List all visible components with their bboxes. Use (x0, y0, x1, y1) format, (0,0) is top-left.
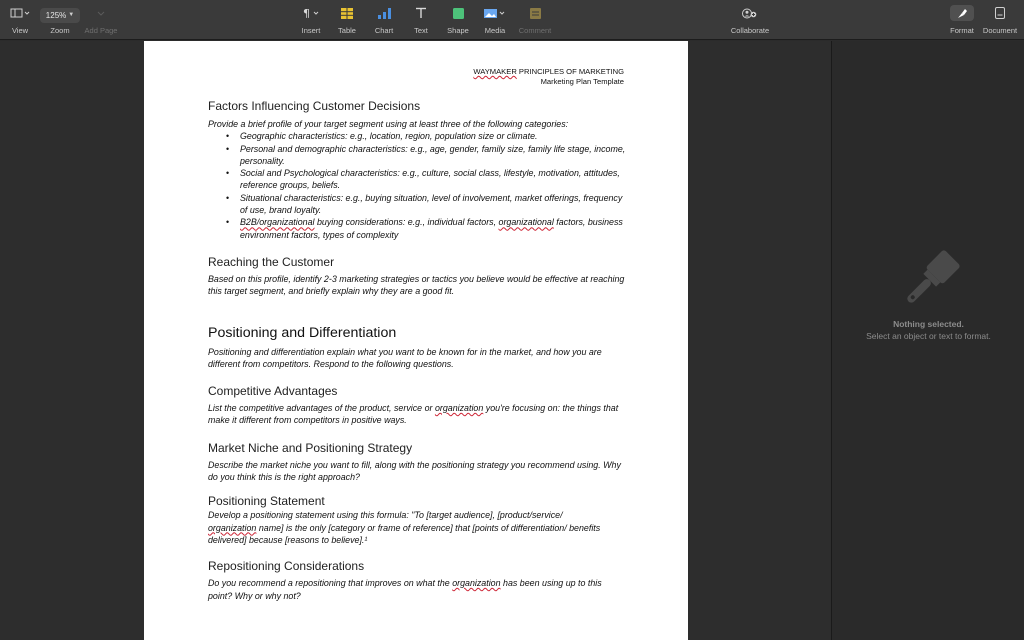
heading-repositioning: Repositioning Considerations (208, 559, 365, 574)
collaborate-label: Collaborate (730, 26, 770, 35)
table-button[interactable] (334, 0, 360, 40)
spelling-flag: B2B/organizational (240, 217, 315, 228)
factors-intro: Provide a brief profile of your target segment using at least three of the following categories: (208, 119, 569, 129)
list-item: • Situational characteristics: e.g., buying situation, level of involvement, market offerings, frequency of use, brand loyalty. (226, 192, 628, 217)
text-run: has been using up to this point? Why or why not? (208, 578, 602, 601)
text-label: Text (414, 26, 428, 35)
heading-niche: Market Niche and Positioning Strategy (208, 440, 413, 455)
text-run: buying considerations: e.g., individual factors, (314, 217, 499, 228)
chevron-down-icon: ▼ (68, 12, 75, 18)
heading-statement: Positioning Statement (208, 494, 325, 509)
heading-competitive: Competitive Advantages (208, 384, 338, 399)
add-page-label: Add Page (84, 26, 118, 35)
collaborate-icon (742, 0, 758, 26)
list-item: • Social and Psychological characteristics: e.g., culture, social class, lifestyle, motivation, attitudes, reference groups, beliefs. (226, 167, 628, 192)
view-button[interactable] (6, 0, 34, 40)
chart-icon (378, 0, 391, 26)
spelling-flag: organization (434, 403, 484, 414)
paragraph-icon (301, 0, 321, 26)
zoom-label: Zoom (50, 26, 70, 35)
niche-body: Describe the market niche you want to fill, along with the positioning strategy you recommend using. Why do you think this is the right approach? (208, 459, 621, 483)
text-run: Do you recommend a repositioning that improves on what the (208, 578, 453, 589)
zoom-value: 125% (45, 11, 67, 20)
table-label: Table (338, 26, 356, 35)
view-icon (10, 0, 30, 26)
media-label: Media (484, 26, 506, 35)
repositioning-body (208, 577, 628, 602)
positioning-body: Positioning and differentiation explain what you want to be known for in the market, and how you are different from competitors. Respond to the following questions. (208, 346, 602, 369)
list-item: • Personal and demographic characteristics: e.g., age, gender, family size, family life stage, income, personality. (226, 143, 628, 168)
add-page-button[interactable] (82, 0, 120, 40)
toolbar (0, 0, 1024, 40)
heading-positioning: Positioning and Differentiation (208, 324, 397, 341)
heading-reaching: Reaching the Customer (208, 254, 335, 269)
insert-button[interactable] (296, 0, 326, 40)
add-page-icon (95, 0, 107, 26)
reaching-body: Based on this profile, identify 2-3 marketing strategies or tactics you believe would be effective at reaching this target segment, and briefly explain why they are a good fit. (208, 273, 625, 297)
spelling-flag: organization (208, 522, 257, 533)
media-button[interactable] (482, 0, 508, 40)
zoom-control[interactable] (44, 0, 76, 40)
format-button[interactable] (946, 0, 978, 40)
list-item: • Geographic characteristics: e.g., location, region, population size or climate. (226, 130, 628, 142)
shape-button[interactable] (444, 0, 472, 40)
shape-label: Shape (447, 26, 469, 35)
page-content[interactable] (208, 99, 628, 602)
spelling-flag: organizational (498, 217, 554, 228)
chart-label: Chart (374, 26, 394, 35)
comment-label: Comment (518, 26, 552, 35)
text-run: Develop a positioning statement using this formula: "To [target audience], [product/service/ (208, 510, 563, 521)
text-run: you're focusing on: the things that make it different from competitors in positive ways. (208, 403, 619, 426)
factors-list (226, 130, 628, 241)
page-header (473, 67, 624, 87)
collaborate-button[interactable] (726, 0, 774, 40)
text-icon (415, 0, 427, 26)
insert-label: Insert (301, 26, 321, 35)
statement-body (208, 509, 628, 546)
comment-button[interactable] (516, 0, 554, 40)
nothing-selected-title: Nothing selected. (893, 319, 964, 329)
text-run: name] is the only [category or frame of reference] that [points of differentiation/ benefits delivered] because [reasons to believe].¹ (208, 522, 601, 545)
heading-factors: Factors Influencing Customer Decisions (208, 99, 421, 113)
format-brush-icon (950, 5, 974, 21)
zoom-select[interactable] (40, 8, 80, 23)
header-rest: PRINCIPLES OF MARKETING (516, 67, 624, 76)
paintbrush-icon (896, 250, 962, 317)
view-label: View (11, 26, 29, 35)
chart-button[interactable] (370, 0, 398, 40)
list-item (226, 216, 628, 241)
header-org: WAYMAKER (473, 67, 517, 76)
header-line-2: Marketing Plan Template (540, 77, 624, 86)
document-icon (995, 0, 1005, 26)
text-button[interactable] (408, 0, 434, 40)
text-run: factors, business environment factors, types of complexity (240, 217, 623, 240)
document-page[interactable] (144, 41, 688, 640)
format-label: Format (950, 26, 974, 35)
svg-text:¶: ¶ (303, 7, 310, 19)
document-button[interactable] (980, 0, 1020, 40)
competitive-body (208, 402, 628, 427)
text-run: List the competitive advantages of the product, service or (208, 403, 435, 414)
media-icon (484, 0, 506, 26)
format-inspector (831, 41, 1024, 640)
document-label: Document (982, 26, 1018, 35)
spelling-flag: organization (452, 578, 501, 589)
nothing-selected-subtitle: Select an object or text to format. (866, 331, 991, 341)
header-line-1 (473, 67, 624, 77)
table-icon (341, 0, 353, 26)
comment-icon (530, 0, 541, 26)
shape-icon (453, 0, 464, 26)
